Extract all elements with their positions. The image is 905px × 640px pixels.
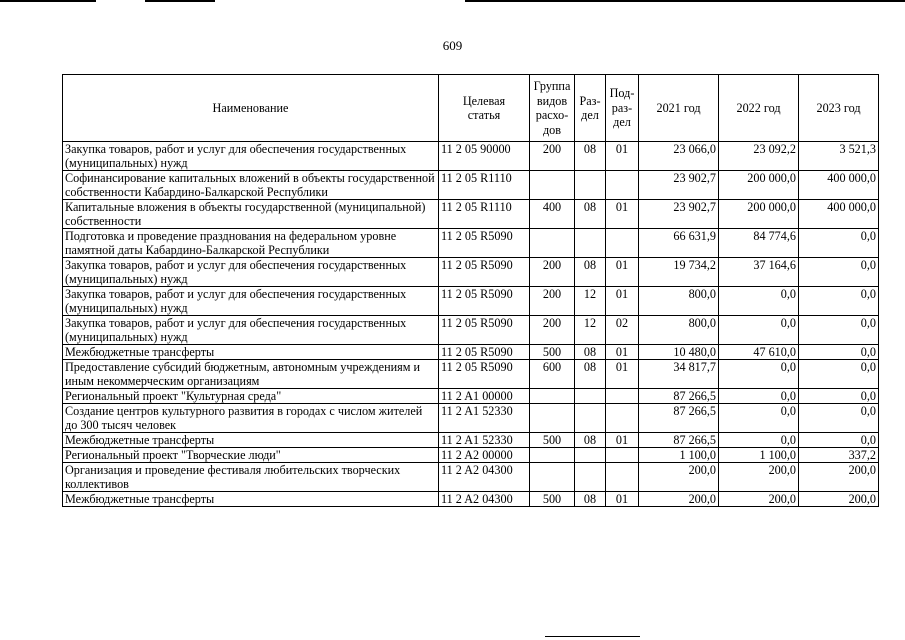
cell-code: 11 2 05 R1110: [439, 171, 530, 200]
cell-y2023: 0,0: [799, 389, 879, 404]
header-section: Раз-дел: [575, 75, 606, 142]
cell-group: 200: [530, 287, 575, 316]
cell-y2023: 0,0: [799, 404, 879, 433]
scan-mark-right: [465, 0, 905, 2]
table-body: [63, 142, 879, 507]
cell-y2022: 200 000,0: [719, 171, 799, 200]
cell-code: 11 2 A1 00000: [439, 389, 530, 404]
table-row: [63, 492, 879, 507]
cell-y2021: 800,0: [639, 287, 719, 316]
cell-group: [530, 171, 575, 200]
cell-group: [530, 404, 575, 433]
cell-subsection: [606, 404, 639, 433]
cell-group: 200: [530, 316, 575, 345]
table-row: [63, 360, 879, 389]
cell-y2023: 0,0: [799, 229, 879, 258]
cell-y2021: 23 902,7: [639, 171, 719, 200]
cell-y2022: 0,0: [719, 360, 799, 389]
cell-name: Создание центров культурного развития в городах с числом жителей до 300 тысяч человек: [63, 404, 439, 433]
cell-name: Межбюджетные трансферты: [63, 345, 439, 360]
cell-subsection: 01: [606, 360, 639, 389]
cell-y2021: 66 631,9: [639, 229, 719, 258]
cell-y2023: 0,0: [799, 287, 879, 316]
cell-y2022: 23 092,2: [719, 142, 799, 171]
table-row: [63, 463, 879, 492]
cell-code: 11 2 A2 04300: [439, 492, 530, 507]
cell-y2023: 0,0: [799, 345, 879, 360]
cell-section: [575, 404, 606, 433]
cell-section: 08: [575, 360, 606, 389]
table-row: [63, 171, 879, 200]
cell-y2021: 1 100,0: [639, 448, 719, 463]
cell-subsection: 01: [606, 142, 639, 171]
header-subsection: Под-раз-дел: [606, 75, 639, 142]
cell-subsection: 01: [606, 200, 639, 229]
cell-group: [530, 389, 575, 404]
cell-y2022: 0,0: [719, 287, 799, 316]
cell-subsection: 01: [606, 433, 639, 448]
table-row: [63, 389, 879, 404]
cell-section: [575, 229, 606, 258]
table-row: [63, 287, 879, 316]
cell-y2023: 3 521,3: [799, 142, 879, 171]
header-2023: 2023 год: [799, 75, 879, 142]
scan-mark-bottom: [545, 636, 640, 637]
cell-section: 08: [575, 433, 606, 448]
header-2021: 2021 год: [639, 75, 719, 142]
cell-section: 08: [575, 492, 606, 507]
cell-name: Подготовка и проведение празднования на федеральном уровне памятной даты Кабардино-Балкарской Республики: [63, 229, 439, 258]
cell-name: Организация и проведение фестиваля любительских творческих коллективов: [63, 463, 439, 492]
cell-group: 200: [530, 142, 575, 171]
cell-name: Межбюджетные трансферты: [63, 433, 439, 448]
cell-name: Закупка товаров, работ и услуг для обеспечения государственных (муниципальных) нужд: [63, 287, 439, 316]
cell-subsection: 02: [606, 316, 639, 345]
header-name: Наименование: [63, 75, 439, 142]
cell-name: Софинансирование капитальных вложений в объекты государственной собственности Кабардино-Балкарской Республики: [63, 171, 439, 200]
cell-code: 11 2 A2 04300: [439, 463, 530, 492]
cell-name: Закупка товаров, работ и услуг для обеспечения государственных (муниципальных) нужд: [63, 316, 439, 345]
cell-y2021: 200,0: [639, 463, 719, 492]
cell-y2022: 200 000,0: [719, 200, 799, 229]
cell-code: 11 2 05 R5090: [439, 345, 530, 360]
cell-y2021: 87 266,5: [639, 404, 719, 433]
cell-y2022: 84 774,6: [719, 229, 799, 258]
cell-group: 500: [530, 492, 575, 507]
table-row: [63, 200, 879, 229]
cell-code: 11 2 05 R5090: [439, 258, 530, 287]
cell-y2022: 0,0: [719, 404, 799, 433]
cell-code: 11 2 05 R5090: [439, 229, 530, 258]
cell-subsection: [606, 229, 639, 258]
cell-subsection: [606, 171, 639, 200]
cell-subsection: [606, 463, 639, 492]
table-row: [63, 404, 879, 433]
cell-code: 11 2 A1 52330: [439, 433, 530, 448]
cell-y2023: 0,0: [799, 258, 879, 287]
cell-subsection: 01: [606, 287, 639, 316]
cell-y2021: 19 734,2: [639, 258, 719, 287]
cell-section: [575, 171, 606, 200]
cell-section: 12: [575, 287, 606, 316]
cell-y2022: 200,0: [719, 463, 799, 492]
cell-name: Закупка товаров, работ и услуг для обеспечения государственных (муниципальных) нужд: [63, 258, 439, 287]
cell-y2021: 10 480,0: [639, 345, 719, 360]
cell-y2022: 200,0: [719, 492, 799, 507]
table-row: [63, 433, 879, 448]
cell-subsection: 01: [606, 492, 639, 507]
cell-section: 12: [575, 316, 606, 345]
cell-code: 11 2 05 R5090: [439, 316, 530, 345]
cell-subsection: 01: [606, 258, 639, 287]
cell-name: Региональный проект "Творческие люди": [63, 448, 439, 463]
cell-y2023: 400 000,0: [799, 200, 879, 229]
header-2022: 2022 год: [719, 75, 799, 142]
cell-code: 11 2 A2 00000: [439, 448, 530, 463]
cell-code: 11 2 05 90000: [439, 142, 530, 171]
scan-mark-mid: [145, 0, 215, 2]
cell-y2022: 0,0: [719, 316, 799, 345]
header-target: Целевая статья: [439, 75, 530, 142]
cell-code: 11 2 A1 52330: [439, 404, 530, 433]
header-group: Группа видов расхо-дов: [530, 75, 575, 142]
cell-section: [575, 448, 606, 463]
cell-group: 500: [530, 345, 575, 360]
cell-y2021: 34 817,7: [639, 360, 719, 389]
cell-group: [530, 229, 575, 258]
cell-y2023: 200,0: [799, 492, 879, 507]
cell-section: 08: [575, 142, 606, 171]
cell-section: [575, 389, 606, 404]
cell-y2022: 37 164,6: [719, 258, 799, 287]
cell-section: 08: [575, 200, 606, 229]
cell-section: 08: [575, 258, 606, 287]
page-number: 609: [442, 38, 463, 53]
cell-name: Закупка товаров, работ и услуг для обеспечения государственных (муниципальных) нужд: [63, 142, 439, 171]
cell-group: [530, 463, 575, 492]
cell-y2021: 23 902,7: [639, 200, 719, 229]
table-row: [63, 229, 879, 258]
cell-group: 600: [530, 360, 575, 389]
cell-name: Предоставление субсидий бюджетным, автономным учреждениям и иным некоммерческим организациям: [63, 360, 439, 389]
cell-y2023: 0,0: [799, 360, 879, 389]
cell-y2022: 0,0: [719, 389, 799, 404]
scan-mark-left: [0, 0, 96, 2]
cell-group: 200: [530, 258, 575, 287]
table-row: [63, 142, 879, 171]
cell-name: Капитальные вложения в объекты государственной (муниципальной) собственности: [63, 200, 439, 229]
cell-y2022: 0,0: [719, 433, 799, 448]
table-row: [63, 448, 879, 463]
cell-group: 500: [530, 433, 575, 448]
cell-y2022: 1 100,0: [719, 448, 799, 463]
cell-y2023: 0,0: [799, 433, 879, 448]
cell-code: 11 2 05 R5090: [439, 287, 530, 316]
cell-y2023: 400 000,0: [799, 171, 879, 200]
cell-group: 400: [530, 200, 575, 229]
table-row: [63, 345, 879, 360]
cell-y2023: 0,0: [799, 316, 879, 345]
cell-name: Региональный проект "Культурная среда": [63, 389, 439, 404]
cell-subsection: 01: [606, 345, 639, 360]
cell-y2022: 47 610,0: [719, 345, 799, 360]
cell-name: Межбюджетные трансферты: [63, 492, 439, 507]
cell-y2021: 23 066,0: [639, 142, 719, 171]
cell-group: [530, 448, 575, 463]
cell-code: 11 2 05 R1110: [439, 200, 530, 229]
table-row: [63, 316, 879, 345]
cell-subsection: [606, 448, 639, 463]
cell-y2021: 800,0: [639, 316, 719, 345]
cell-subsection: [606, 389, 639, 404]
cell-code: 11 2 05 R5090: [439, 360, 530, 389]
cell-y2023: 337,2: [799, 448, 879, 463]
cell-section: [575, 463, 606, 492]
budget-table: [62, 74, 879, 507]
table-header-row: [63, 75, 879, 142]
cell-y2021: 200,0: [639, 492, 719, 507]
table-row: [63, 258, 879, 287]
cell-y2023: 200,0: [799, 463, 879, 492]
cell-y2021: 87 266,5: [639, 433, 719, 448]
cell-section: 08: [575, 345, 606, 360]
cell-y2021: 87 266,5: [639, 389, 719, 404]
